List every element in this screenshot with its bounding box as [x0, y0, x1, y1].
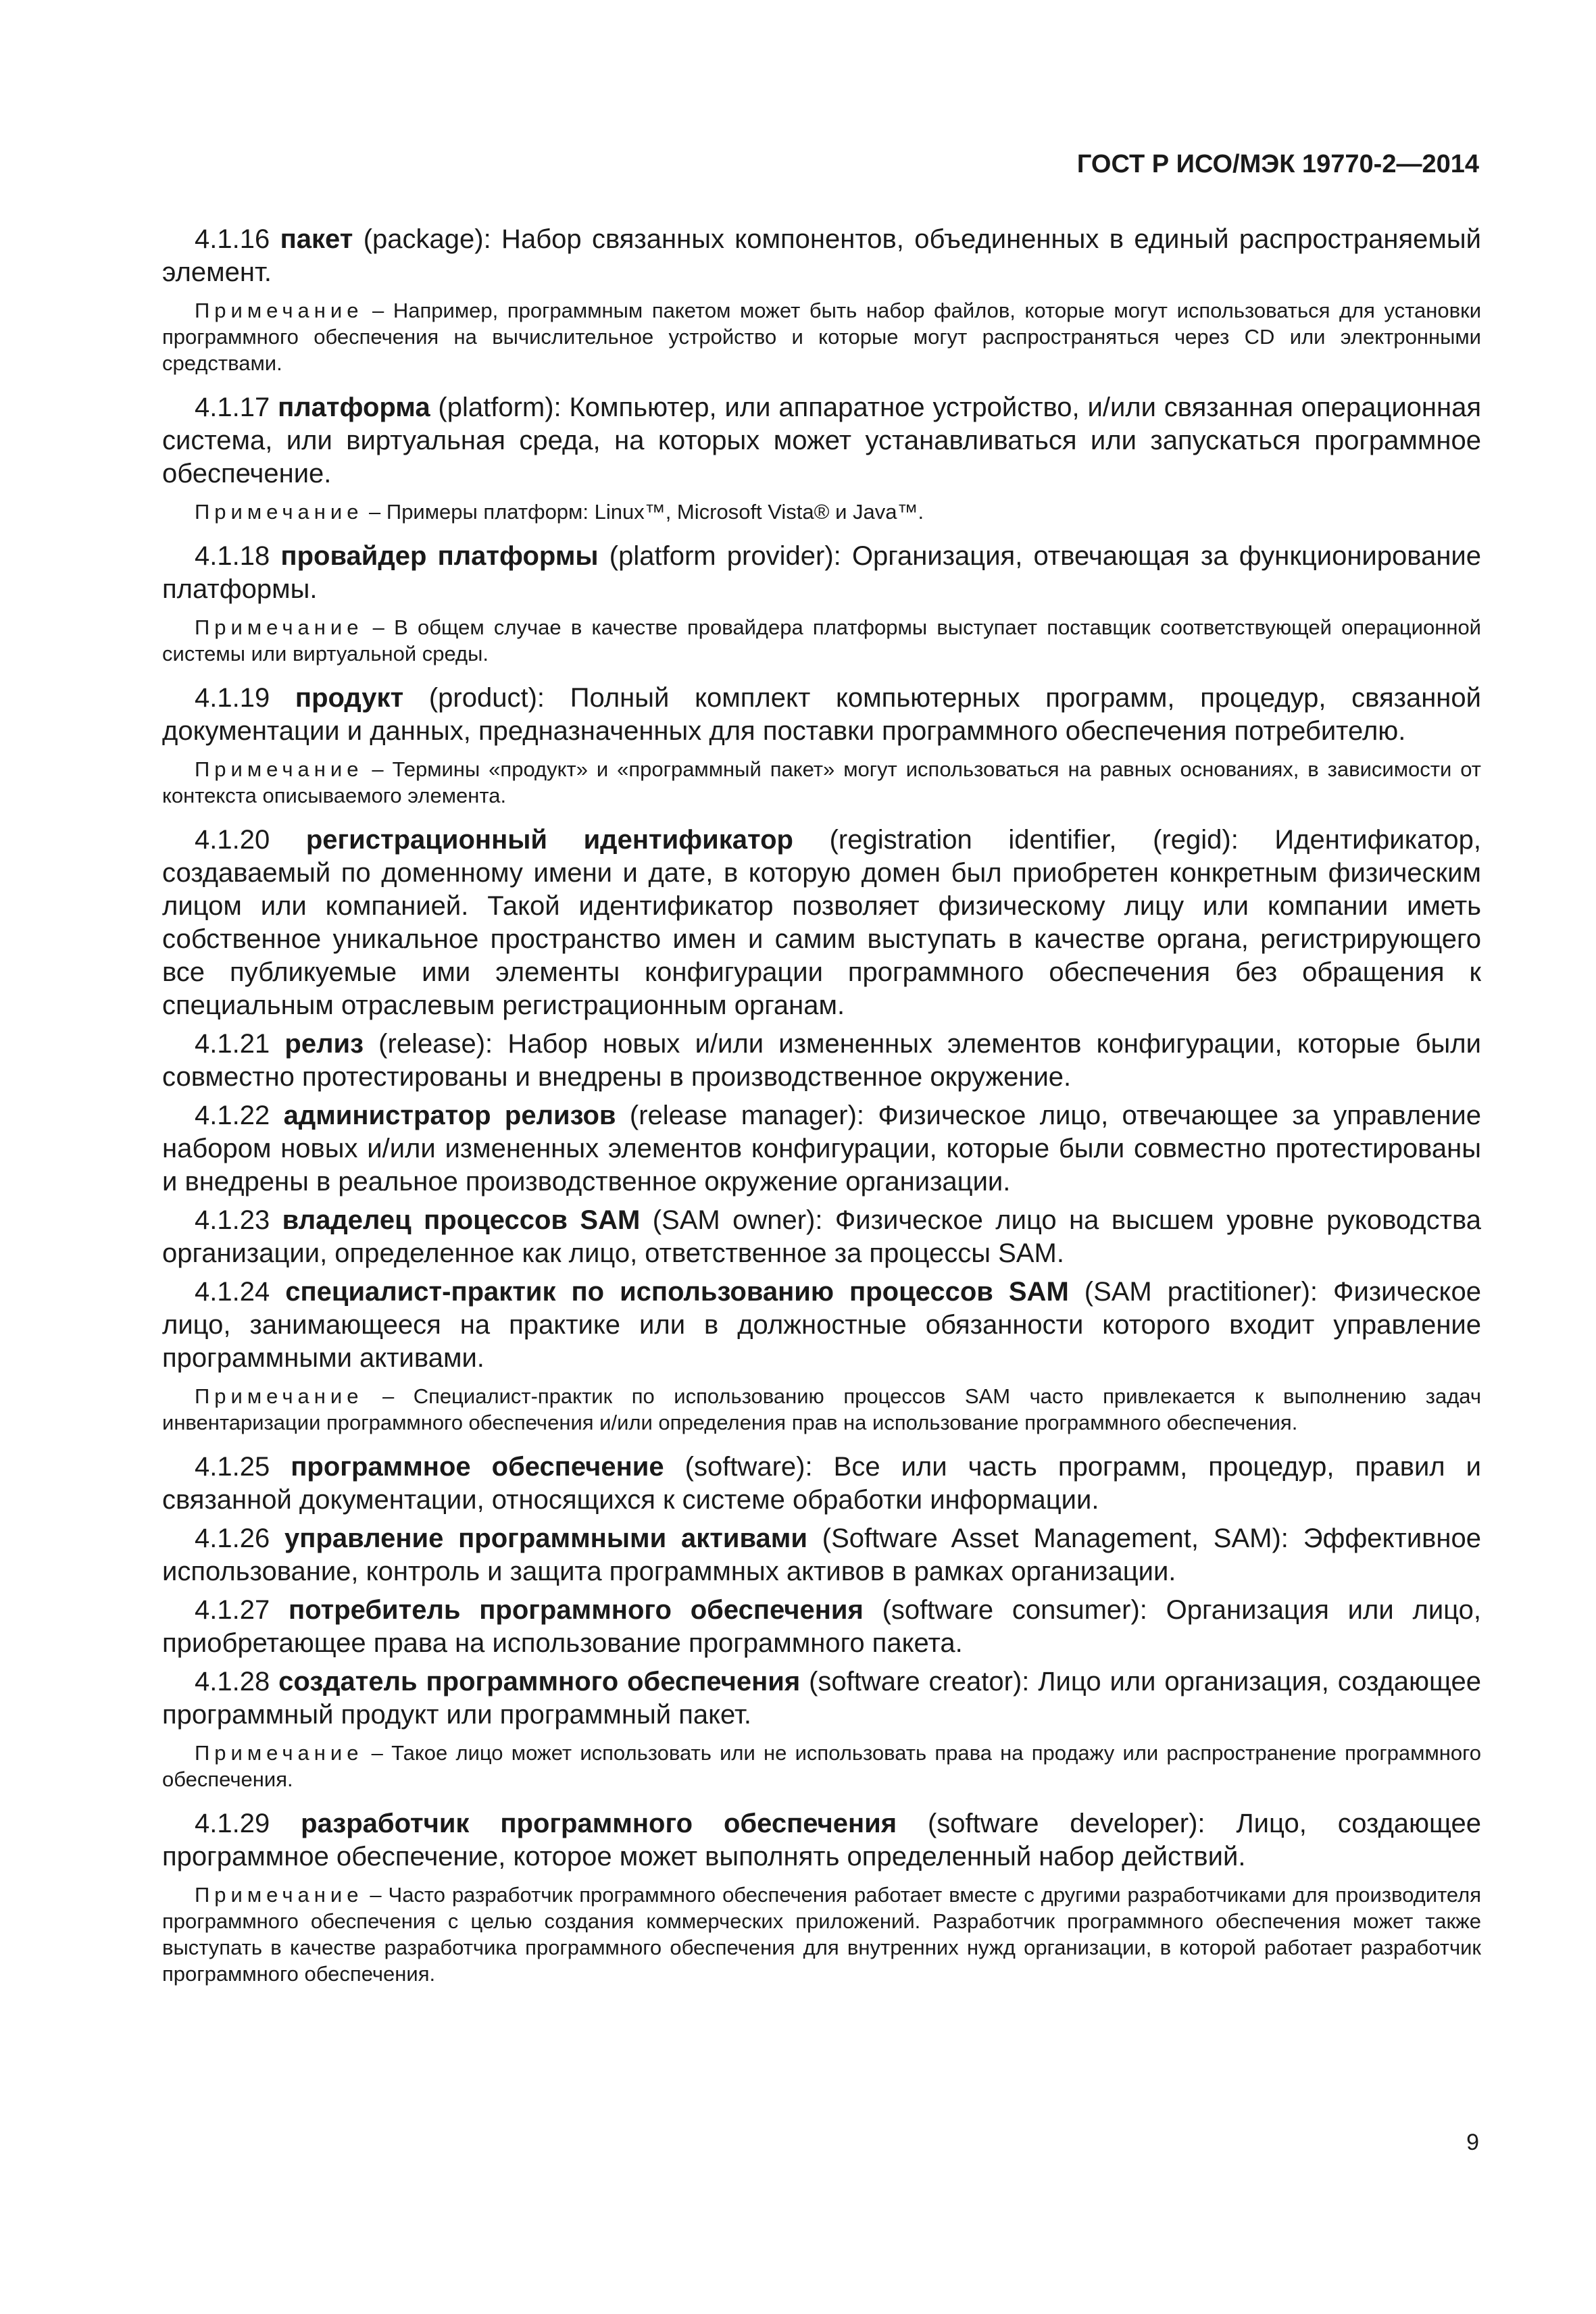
- term-definition: (release manager): Физическое лицо, отвечающее за управление набором новых и/или измененных элементов конфигурации, которые были совместно протестированы и внедрены в реальное производственное окружение организации.: [162, 1101, 1482, 1197]
- note-paragraph: Примечание – Например, программным пакетом может быть набор файлов, которые могут использоваться для установки программного обеспечения на вычислительное устройство и которые могут распространяться через CD или электронными средствами.: [162, 299, 1482, 375]
- term-number: 4.1.21: [195, 1029, 270, 1059]
- term-entry: [162, 1028, 1481, 1094]
- term-number: 4.1.25: [195, 1452, 270, 1482]
- term-number: 4.1.28: [195, 1667, 270, 1696]
- term-name: потребитель программного обеспечения: [289, 1595, 864, 1625]
- term-entry: [162, 1665, 1481, 1732]
- term-entry: [162, 1451, 1481, 1517]
- term-entry: [162, 540, 1481, 606]
- term-name: управление программными активами: [284, 1524, 807, 1553]
- term-entry: [162, 1522, 1481, 1588]
- term-name: специалист-практик по использованию процессов SAM: [285, 1277, 1069, 1307]
- term-number: 4.1.22: [195, 1101, 270, 1130]
- document-header: ГОСТ Р ИСО/МЭК 19770-2—2014: [1076, 150, 1479, 178]
- term-entry: [162, 1099, 1481, 1199]
- term-name: владелец процессов SAM: [282, 1205, 641, 1235]
- term-definition: (software developer): Лицо, создающее программное обеспечение, которое может выполнять определенный набор действий.: [162, 1809, 1481, 1871]
- term-number: 4.1.29: [195, 1809, 270, 1838]
- page-number: 9: [1466, 2130, 1479, 2155]
- term-entry: [162, 1807, 1481, 1873]
- note-paragraph: Примечание – Термины «продукт» и «программный пакет» могут использоваться на равных основаниях, в зависимости от контекста описываемого элемента.: [162, 757, 1481, 807]
- note-label: Примечание: [195, 1741, 364, 1765]
- term-definition: (SAM practitioner): Физическое лицо, занимающееся на практике или в должностные обязанности которого входит управление программными активами.: [162, 1277, 1481, 1373]
- note-text: Примеры платформ: Linux™, Microsoft Vista® и Java™.: [386, 500, 924, 524]
- note-text: Например, программным пакетом может быть набор файлов, которые могут использоваться для установки программного обеспечения на вычислительное устройство и которые могут распространяться через CD или электронными средствами.: [162, 299, 1482, 375]
- note-text: Часто разработчик программного обеспечения работает вместе с другими разработчиками для производителя программного обеспечения с целью создания коммерческих приложений. Разработчик программного обеспечения может также выступать в качестве разработчика программного обеспечения для внутренних нужд организации, в которой работает разработчик программного обеспечения.: [162, 1883, 1482, 1986]
- term-definition: (software creator): Лицо или организация, создающее программный продукт или программный пакет.: [162, 1667, 1482, 1730]
- note-paragraph: Примечание – Такое лицо может использовать или не использовать права на продажу или распространение программного обеспечения.: [162, 1741, 1481, 1791]
- term-entry: [162, 682, 1481, 748]
- note-text: В общем случае в качестве провайдера платформы выступает поставщик соответствующей операционной системы или виртуальной среды.: [162, 615, 1481, 665]
- term-name: разработчик программного обеспечения: [301, 1809, 897, 1838]
- note-label: Примечание: [195, 500, 364, 524]
- term-name: продукт: [295, 683, 404, 713]
- term-definition: (platform provider): Организация, отвечающая за функционирование платформы.: [162, 541, 1481, 604]
- term-name: создатель программного обеспечения: [278, 1667, 801, 1696]
- term-number: 4.1.20: [195, 825, 270, 855]
- note-text: Специалист-практик по использованию процессов SAM часто привлекается к выполнению задач инвентаризации программного обеспечения и/или определения прав на использование программного обеспечения.: [162, 1384, 1481, 1434]
- term-name: администратор релизов: [283, 1101, 616, 1130]
- term-number: 4.1.17: [195, 393, 270, 422]
- term-name: провайдер платформы: [280, 541, 599, 571]
- term-name: регистрационный идентификатор: [305, 825, 793, 855]
- term-number: 4.1.18: [195, 541, 270, 571]
- term-name: платформа: [278, 393, 430, 422]
- term-name: программное обеспечение: [291, 1452, 664, 1482]
- term-definition: (package): Набор связанных компонентов, объединенных в единый распространяемый элемент.: [162, 224, 1481, 287]
- term-number: 4.1.27: [195, 1595, 270, 1625]
- term-number: 4.1.19: [195, 683, 270, 713]
- note-paragraph: Примечание – Часто разработчик программного обеспечения работает вместе с другими разработчиками для производителя программного обеспечения с целью создания коммерческих приложений. Разработчик программного обеспечения может также выступать в качестве разработчика программного обеспечения для внутренних нужд организации, в которой работает разработчик программного обеспечения.: [162, 1883, 1482, 1986]
- term-definition: (software): Все или часть программ, процедур, правил и связанной документации, относящихся к системе обработки информации.: [162, 1452, 1481, 1515]
- term-name: релиз: [284, 1029, 364, 1059]
- term-entry: [162, 223, 1481, 289]
- note-label: Примечание: [195, 1384, 364, 1408]
- note-label: Примечание: [195, 615, 364, 639]
- term-entry: [162, 1204, 1481, 1270]
- term-definition: (SAM owner): Физическое лицо на высшем уровне руководства организации, определенное как лицо, ответственное за процессы SAM.: [162, 1205, 1481, 1268]
- note-paragraph: Примечание – В общем случае в качестве провайдера платформы выступает поставщик соответствующей операционной системы или виртуальной среды.: [162, 615, 1481, 665]
- note-label: Примечание: [195, 757, 364, 781]
- term-number: 4.1.26: [195, 1524, 270, 1553]
- term-definition: (software consumer): Организация или лицо, приобретающее права на использование программного пакета.: [162, 1595, 1481, 1658]
- term-entry: [162, 391, 1481, 491]
- note-paragraph: Примечание – Специалист-практик по использованию процессов SAM часто привлекается к выполнению задач инвентаризации программного обеспечения и/или определения прав на использование программного обеспечения.: [162, 1384, 1481, 1434]
- term-entry: [162, 824, 1481, 1022]
- term-number: 4.1.24: [195, 1277, 270, 1307]
- note-label: Примечание: [195, 299, 364, 322]
- term-number: 4.1.23: [195, 1205, 270, 1235]
- term-number: 4.1.16: [195, 224, 270, 254]
- term-name: пакет: [280, 224, 353, 254]
- term-entry: [162, 1276, 1481, 1375]
- note-text: Такое лицо может использовать или не использовать права на продажу или распространение программного обеспечения.: [162, 1741, 1481, 1791]
- term-definition: (Software Asset Management, SAM): Эффективное использование, контроль и защита программных активов в рамках организации.: [162, 1524, 1481, 1586]
- note-label: Примечание: [195, 1883, 364, 1907]
- term-definition: (registration identifier, (regid): Идентификатор, создаваемый по доменному имени и дате, в которую домен был приобретен конкретным физическим лицом или компанией. Такой идентификатор позволяет физическому лицу или компании иметь собственное уникальное пространство имен и самим выступать в качестве органа, регистрирующего все публикуемые ими элементы конфигурации программного обеспечения без обращения к специальным отраслевым регистрационным органам.: [162, 825, 1481, 1020]
- term-entry: [162, 1594, 1481, 1660]
- note-text: Термины «продукт» и «программный пакет» могут использоваться на равных основаниях, в зависимости от контекста описываемого элемента.: [162, 757, 1481, 807]
- term-definition: (platform): Компьютер, или аппаратное устройство, и/или связанная операционная система, или виртуальная среда, на которых может устанавливаться или запускаться программное обеспечение.: [162, 393, 1482, 488]
- term-definition: (product): Полный комплект компьютерных программ, процедур, связанной документации и данных, предназначенных для поставки программного обеспечения потребителю.: [162, 683, 1481, 746]
- term-definition: (release): Набор новых и/или измененных элементов конфигурации, которые были совместно протестированы и внедрены в производственное окружение.: [162, 1029, 1481, 1092]
- note-paragraph: Примечание – Примеры платформ: Linux™, Microsoft Vista® и Java™.: [195, 500, 924, 524]
- document-body: [162, 223, 1481, 2002]
